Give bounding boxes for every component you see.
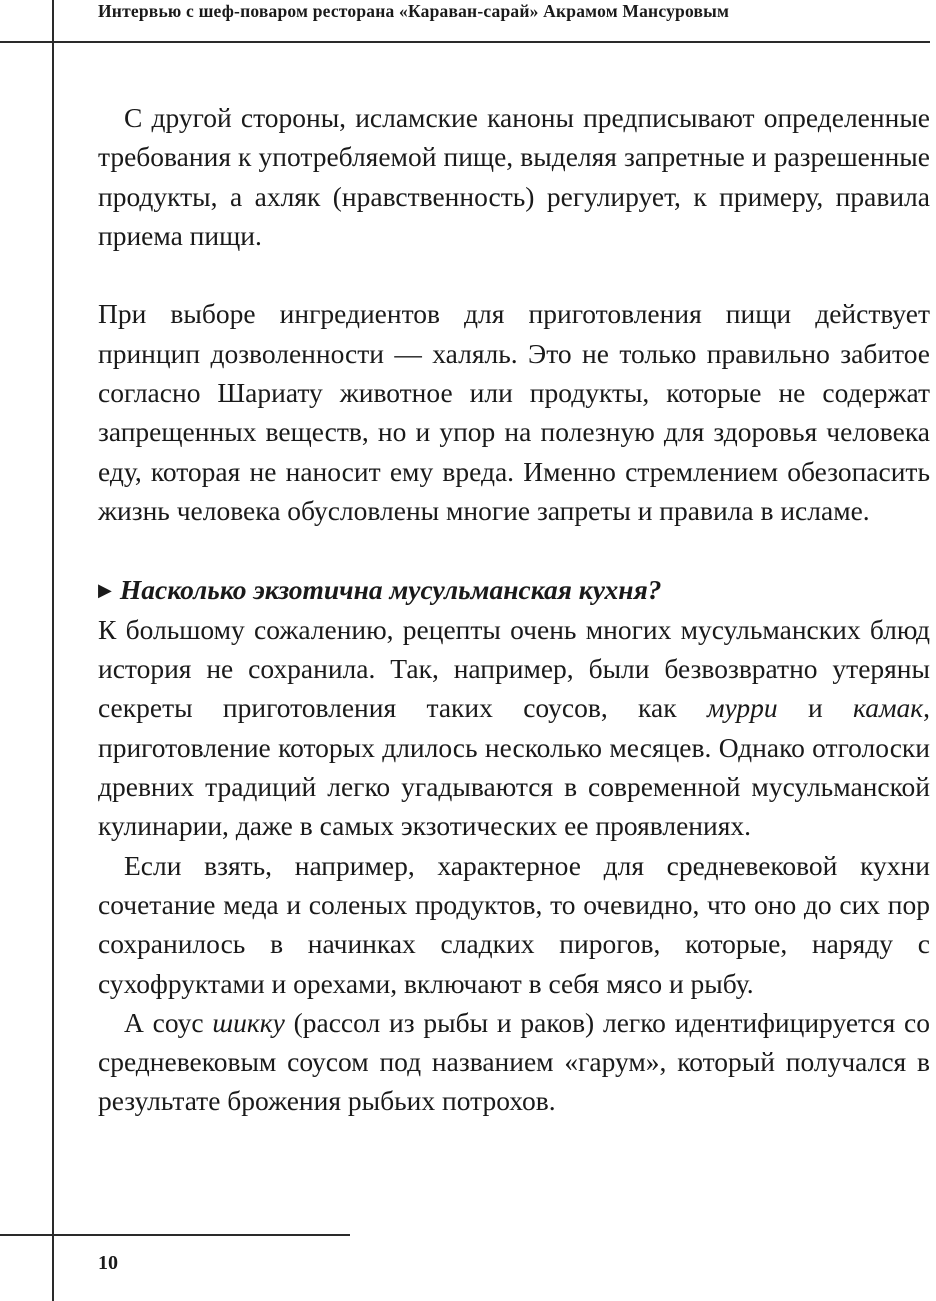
margin-vertical-rule xyxy=(52,0,54,1301)
header-rule xyxy=(0,41,930,43)
paragraph-gap xyxy=(98,255,930,294)
interview-question xyxy=(98,570,930,610)
page-body xyxy=(98,98,930,1121)
paragraph-3-text: и xyxy=(777,692,854,724)
paragraph-1: С другой стороны, исламские каноны предписывают определенные требования к употребляемой пище, выделяя запретные и разрешенные продукты, а ахляк (нравственность) регулирует, к примеру, правила приема пищи. xyxy=(98,102,930,251)
paragraph-3-text: К большому сожалению, рецепты очень многих мусульманских блюд история не сохранила. Так, например, были безвозвратно утеряны секреты приготовления таких соусов, как xyxy=(98,613,930,724)
paragraph-5-text: (рассол из рыбы и раков) легко идентифицируется со средневековым соусом под названием «гарум», который получался в результате брожения рыбьих потрохов. xyxy=(98,1006,930,1117)
page-number: 10 xyxy=(98,1252,118,1274)
paragraph-5 xyxy=(98,1003,930,1121)
paragraph-5-text: А соус xyxy=(124,1006,213,1038)
running-head: Интервью с шеф-поваром ресторана «Караван-сарай» Акрамом Мансуровым xyxy=(98,1,730,21)
question-text: Насколько экзотична мусульманская кухня? xyxy=(119,573,662,605)
paragraph-2: При выборе ингредиентов для приготовления пищи действует принцип дозволенности — халяль. Это не только правильно забитое согласно Шариату животное или продукты, которые не содержат запрещенных веществ, но и упор на полезную для здоровья человека еду, которая не наносит ему вреда. Именно стремлением обезопасить жизнь человека обусловлены многие запреты и правила в исламе. xyxy=(98,298,930,526)
paragraph-3 xyxy=(98,610,930,846)
paragraph-gap xyxy=(98,530,930,569)
paragraph-4: Если взять, например, характерное для средневековой кухни сочетание меда и соленых продуктов, то очевидно, что оно до сих пор сохранилось в начинках сладких пирогов, которые, наряду с сухофруктами и орехами, включают в себя мясо и рыбу. xyxy=(98,849,930,999)
sauce-name-kamak: камак xyxy=(853,692,924,724)
triangle-bullet-icon: ▶ xyxy=(98,579,112,600)
footer-rule xyxy=(0,1234,350,1236)
sauce-name-shikku: шикку xyxy=(212,1006,285,1038)
paragraph-3-text: , приготовление которых длилось несколько месяцев. Однако отголоски древних традиций легко угадываются в современной мусульманской кулинарии, даже в самых экзотических ее проявлениях. xyxy=(98,692,930,842)
sauce-name-murri: мурри xyxy=(706,692,778,724)
